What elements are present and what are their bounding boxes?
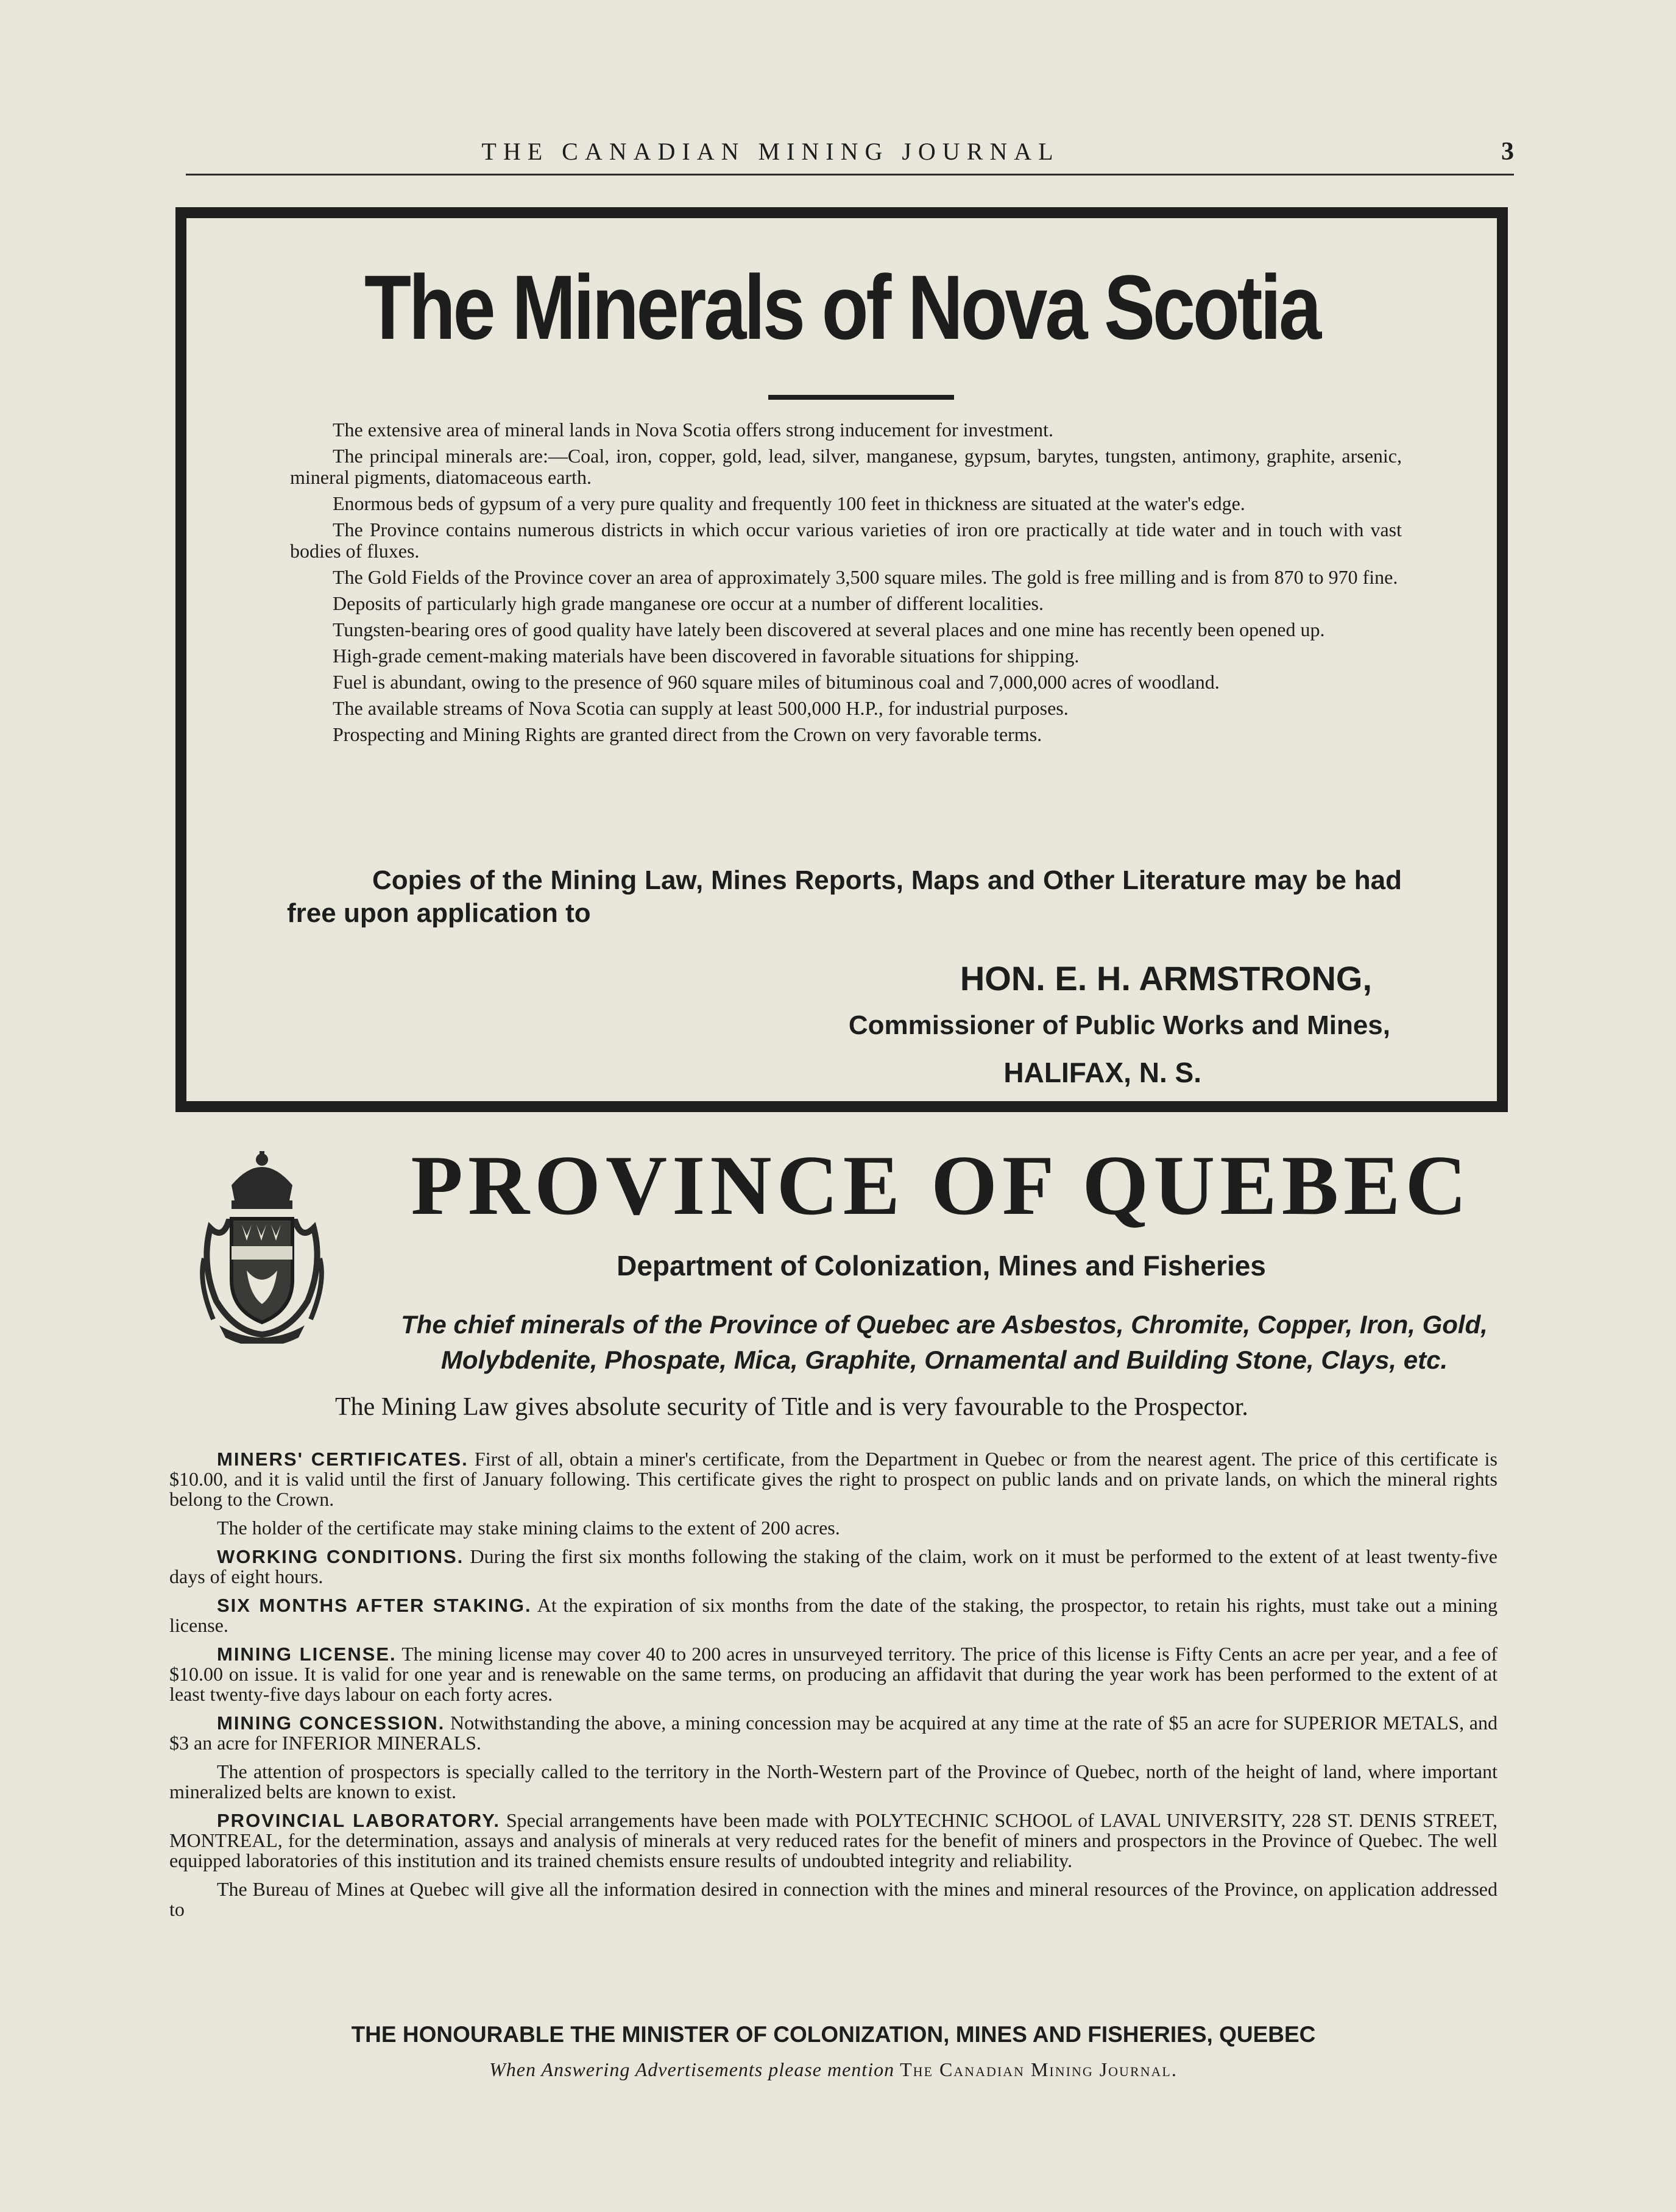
quebec-section xyxy=(169,1518,1497,1538)
quebec-mining-law: The Mining Law gives absolute security of Title and is very favourable to the Prospector. xyxy=(335,1393,1248,1421)
ns-paragraph: High-grade cement-making materials have been discovered in favorable situations for shipping. xyxy=(333,645,1080,667)
running-header xyxy=(186,137,1514,175)
ns-paragraph: Enormous beds of gypsum of a very pure quality and frequently 100 feet in thickness are situated at the water's edge. xyxy=(333,492,1245,514)
ns-paragraph: The available streams of Nova Scotia can supply at least 500,000 H.P., for industrial purposes. xyxy=(333,697,1069,719)
quebec-minister: THE HONOURABLE THE MINISTER OF COLONIZATION, MINES AND FISHERIES, QUEBEC xyxy=(351,2022,1316,2047)
section-text: The mining license may cover 40 to 200 acres in unsurveyed territory. The price of this license is Fifty Cents an acre per year, and a fee of $10.00 on issue. It is valid for one year and is renewable on the same terms, on producing an affidavit that during the year work has been performed to the extent of at least twenty-five days labour on each forty acres. xyxy=(169,1643,1498,1705)
quebec-section xyxy=(169,1644,1497,1704)
section-lead: WORKING CONDITIONS. xyxy=(217,1546,464,1567)
footer-journal: The Canadian Mining Journal. xyxy=(900,2058,1178,2080)
section-lead: MINING CONCESSION. xyxy=(217,1712,445,1734)
quebec-chief-minerals: The chief minerals of the Province of Quebec are Asbestos, Chromite, Copper, Iron, Gold, Molybdenite, Phospate, Mica, Graphite, Ornamental and Building Stone, Clays, etc. xyxy=(401,1310,1488,1374)
page-number: 3 xyxy=(1501,138,1514,166)
quebec-section xyxy=(169,1810,1497,1871)
ns-paragraph: The principal minerals are:—Coal, iron, copper, gold, lead, silver, manganese, gypsum, barytes, tungsten, antimony, graphite, arsenic, mineral pigments, diatomaceous earth. xyxy=(290,445,1402,488)
ns-paragraph: Tungsten-bearing ores of good quality have lately been discovered at several places and one mine has recently been opened up. xyxy=(333,619,1325,640)
ns-paragraph: Prospecting and Mining Rights are granted direct from the Crown on very favorable terms. xyxy=(333,723,1042,745)
section-text: The Bureau of Mines at Quebec will give all the information desired in connection with the mines and mineral resources of the Province, on application addressed to xyxy=(169,1878,1497,1920)
journal-title: THE CANADIAN MINING JOURNAL xyxy=(481,138,1060,165)
coat-of-arms-icon xyxy=(198,1149,326,1344)
commissioner-name: HON. E. H. ARMSTRONG, xyxy=(960,959,1372,998)
section-text: During the first six months following the staking of the claim, work on it must be performed to the extent of at least twenty-five days of eight hours. xyxy=(169,1545,1497,1587)
ns-paragraph: The Province contains numerous districts in which occur various varieties of iron ore practically at tide water and in touch with vast bodies of fluxes. xyxy=(290,519,1402,562)
section-text: At the expiration of six months from the date of the staking, the prospector, to retain his rights, must take out a mining license. xyxy=(169,1594,1498,1636)
nova-scotia-body xyxy=(290,419,1402,750)
advertising-footer xyxy=(169,2058,1497,2081)
section-text: First of all, obtain a miner's certificate, from the Department in Quebec or from the nearest agent. The price of this certificate is $10.00, and it is valid until the first of January following. This certificate gives the right to prospect on public lands and on private lands, on which the mineral rights belong to the Crown. xyxy=(169,1448,1498,1510)
quebec-body xyxy=(169,1449,1497,1928)
quebec-section xyxy=(169,1762,1497,1802)
ns-paragraph: Deposits of particularly high grade manganese ore occur at a number of different localities. xyxy=(333,592,1044,614)
commissioner-city: HALIFAX, N. S. xyxy=(1003,1057,1201,1088)
quebec-section xyxy=(169,1449,1497,1509)
ns-paragraph: The extensive area of mineral lands in Nova Scotia offers strong inducement for investment. xyxy=(333,419,1054,441)
section-lead: MINERS' CERTIFICATES. xyxy=(217,1448,469,1470)
commissioner-office: Commissioner of Public Works and Mines, xyxy=(848,1010,1390,1040)
literature-offer: Copies of the Mining Law, Mines Reports, Maps and Other Literature may be had free upon application to xyxy=(287,865,1402,928)
section-text: The holder of the certificate may stake mining claims to the extent of 200 acres. xyxy=(217,1517,840,1539)
section-lead: PROVINCIAL LABORATORY. xyxy=(217,1810,500,1831)
section-text: Special arrangements have been made with POLYTECHNIC SCHOOL of LAVAL UNIVERSITY, 228 ST. DENIS STREET, MONTREAL, for the determination, assays and analysis of minerals at very reduced rates for the benefit of miners and prospectors in the Province of Quebec. The well equipped laboratories of this institution and its trained chemists ensure results of undoubted integrity and reliability. xyxy=(169,1809,1498,1871)
quebec-section xyxy=(169,1595,1497,1636)
ns-paragraph: The Gold Fields of the Province cover an area of approximately 3,500 square miles. The gold is free milling and is from 870 to 970 fine. xyxy=(333,566,1398,588)
quebec-section xyxy=(169,1547,1497,1587)
quebec-section xyxy=(169,1879,1497,1920)
section-text: Notwithstanding the above, a mining concession may be acquired at any time at the rate of $5 an acre for SUPERIOR METALS, and $3 an acre for INFERIOR MINERALS. xyxy=(169,1712,1497,1754)
quebec-section xyxy=(169,1713,1497,1753)
ns-paragraph: Fuel is abundant, owing to the presence of 960 square miles of bituminous coal and 7,000,000 acres of woodland. xyxy=(333,671,1220,693)
title-rule xyxy=(768,395,954,400)
section-lead: MINING LICENSE. xyxy=(217,1643,397,1665)
footer-prefix: When Answering Advertisements please mention xyxy=(489,2058,895,2080)
quebec-title: PROVINCE OF QUEBEC xyxy=(411,1138,1472,1233)
nova-scotia-advertisement xyxy=(175,207,1508,1112)
section-text: The attention of prospectors is specially called to the territory in the North-Western part of the Province of Quebec, north of the height of land, where important mineralized belts are known to exist. xyxy=(169,1760,1497,1803)
section-lead: SIX MONTHS AFTER STAKING. xyxy=(217,1595,532,1616)
quebec-department: Department of Colonization, Mines and Fisheries xyxy=(617,1250,1266,1281)
nova-scotia-title: The Minerals of Nova Scotia xyxy=(364,256,1319,358)
